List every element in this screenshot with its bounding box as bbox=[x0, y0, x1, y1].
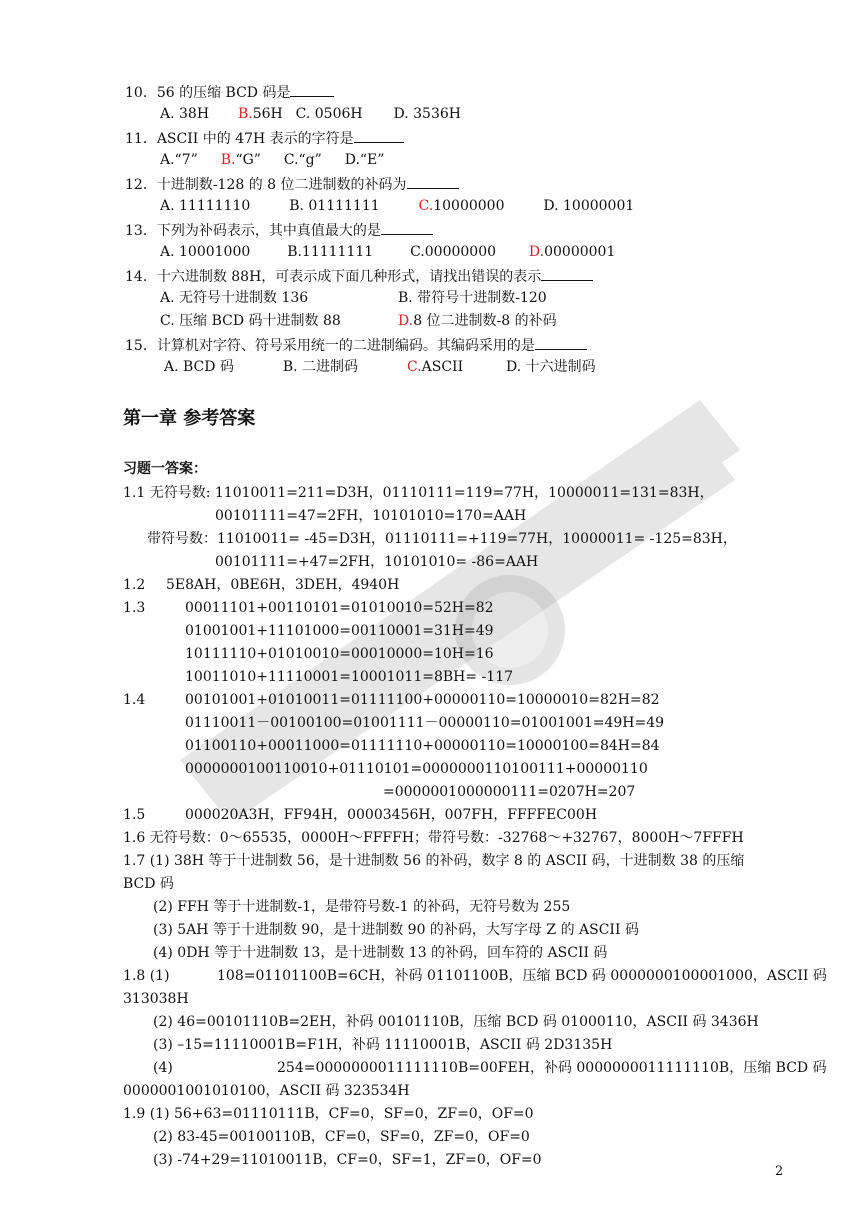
answer-1-8-1-cont: 313038H bbox=[123, 991, 189, 1007]
question-11: 11．ASCII 中的 47H 表示的字符是 bbox=[125, 128, 404, 148]
answer-blank bbox=[290, 82, 334, 97]
answer-1-8-1: 108=01101100B=6CH，补码 01101100B，压缩 BCD 码 0000000100001000，ASCII 码 bbox=[217, 968, 827, 984]
answer-1-8-num: 1.8 (1) bbox=[123, 968, 170, 984]
answer-blank bbox=[535, 335, 587, 350]
answer-1-3-line: 10111110+01010010=00010000=10H=16 bbox=[185, 646, 494, 662]
answer-1-4-line: 01110011－00100100=01001111－00000110=01001001=49H=49 bbox=[185, 715, 665, 731]
question-15-options: A. BCD 码 B. 二进制码 C.ASCII D. 十六进制码 bbox=[164, 359, 596, 375]
answer-1-7-cont: BCD 码 bbox=[123, 876, 174, 892]
answer-1-9-2: (2) 83-45=00100110B，CF=0，SF=0，ZF=0，OF=0 bbox=[153, 1129, 530, 1145]
answer-1-6: 1.6 无符号数：0～65535，0000H～FFFFH；带符号数：-32768～+32767，8000H～7FFFH bbox=[123, 830, 744, 846]
answer-1-8-4-num: (4) bbox=[153, 1060, 173, 1076]
question-14: 14．十六进制数 88H，可表示成下面几种形式，请找出错误的表示 bbox=[125, 266, 593, 286]
answer-1-7-4: (4) 0DH 等于十进制数 13，是十进制数 13 的补码，回车符的 ASCII 码 bbox=[153, 945, 608, 961]
answer-1-7-2: (2) FFH 等于十进制数-1，是带符号数-1 的补码，无符号数为 255 bbox=[153, 899, 571, 915]
answer-1-3-line: 00011101+00110101=01010010=52H=82 bbox=[185, 600, 494, 616]
question-14-option-b: B. 带符号十进制数-120 bbox=[398, 290, 547, 306]
answer-1-8-3: (3) –15=11110001B=F1H，补码 11110001B，ASCII 码 2D3135H bbox=[153, 1037, 613, 1053]
answer-blank bbox=[407, 174, 459, 189]
answer-blank bbox=[381, 220, 433, 235]
answer-1-3-num: 1.3 bbox=[123, 600, 146, 616]
question-13: 13．下列为补码表示，其中真值最大的是 bbox=[125, 220, 433, 240]
section-title: 习题一答案： bbox=[123, 461, 207, 477]
question-10-options: A. 38H B.56H C. 0506H D. 3536H bbox=[160, 106, 461, 122]
answer-1-4-line: =0000001000000111=0207H=207 bbox=[383, 784, 636, 800]
answer-1-2-num: 1.2 bbox=[123, 577, 146, 593]
answer-1-9-3: (3) -74+29=11010011B，CF=0，SF=1，ZF=0，OF=0 bbox=[153, 1152, 542, 1168]
answer-1-2: 5E8AH，0BE6H，3DEH，4940H bbox=[166, 577, 400, 593]
answer-1-8-4: 254=0000000011111110B=00FEH，补码 0000000011111110B，压缩 BCD 码 bbox=[277, 1060, 827, 1076]
question-15: 15．计算机对字符、符号采用统一的二进制编码。其编码采用的是 bbox=[125, 335, 587, 355]
answer-1-4-line: 00101001+01010011=01111100+00000110=10000010=82H=82 bbox=[185, 692, 660, 708]
answer-1-3-line: 01001001+11101000=00110001=31H=49 bbox=[185, 623, 494, 639]
question-14-option-a: A. 无符号十进制数 136 bbox=[160, 290, 309, 306]
question-14-option-d: D.8 位二进制数-8 的补码 bbox=[398, 313, 557, 329]
answer-1-5-num: 1.5 bbox=[123, 807, 146, 823]
answer-1-4-num: 1.4 bbox=[123, 692, 146, 708]
question-13-options: A. 10001000 B.11111111 C.00000000 D.00000001 bbox=[160, 244, 616, 260]
answer-1-7: 1.7 (1) 38H 等于十进制数 56，是十进制数 56 的补码，数字 8 的 ASCII 码，十进制数 38 的压缩 bbox=[123, 853, 745, 869]
answer-1-8-4-cont: 0000001001010100，ASCII 码 323534H bbox=[123, 1083, 410, 1099]
answer-1-1: 1.1 无符号数: 11010011=211=D3H，01110111=119=77H，10000011=131=83H， bbox=[123, 485, 714, 501]
answer-1-9-1: 1.9 (1) 56+63=01110111B，CF=0，SF=0，ZF=0，OF=0 bbox=[123, 1106, 534, 1122]
page-number: 2 bbox=[775, 1164, 784, 1179]
chapter-title: 第一章 参考答案 bbox=[123, 408, 256, 429]
answer-1-7-3: (3) 5AH 等于十进制数 90，是十进制数 90 的补码，大写字母 Z 的 ASCII 码 bbox=[153, 922, 639, 938]
answer-1-1-signed: 带符号数：11010011= -45=D3H，01110111=+119=77H，10000011= -125=83H， bbox=[147, 531, 737, 547]
answer-blank bbox=[541, 266, 593, 281]
answer-1-8-2: (2) 46=00101110B=2EH，补码 00101110B，压缩 BCD 码 01000110，ASCII 码 3436H bbox=[153, 1014, 759, 1030]
question-11-options: A.“7” B.“G” C.“g” D.“E” bbox=[160, 152, 385, 168]
answer-1-3-line: 10011010+11110001=10001011=8BH= -117 bbox=[185, 669, 514, 685]
question-14-option-c: C. 压缩 BCD 码十进制数 88 bbox=[160, 313, 341, 329]
question-12: 12．十进制数-128 的 8 位二进制数的补码为 bbox=[125, 174, 459, 194]
answer-1-4-line: 0000000100110010+01110101=0000000110100111+00000110 bbox=[185, 761, 648, 777]
question-12-options: A. 11111110 B. 01111111 C.10000000 D. 10000001 bbox=[160, 198, 635, 214]
answer-1-4-line: 01100110+00011000=01111110+00000110=10000100=84H=84 bbox=[185, 738, 660, 754]
answer-1-1-signed-cont: 00101111=+47=2FH，10101010= -86=AAH bbox=[215, 554, 539, 570]
question-10: 10．56 的压缩 BCD 码是 bbox=[125, 82, 334, 102]
answer-blank bbox=[354, 128, 404, 143]
answer-1-5: 000020A3H，FF94H，00003456H，007FH，FFFFEC00H bbox=[185, 807, 598, 823]
answer-1-1-cont: 00101111=47=2FH，10101010=170=AAH bbox=[215, 508, 527, 524]
